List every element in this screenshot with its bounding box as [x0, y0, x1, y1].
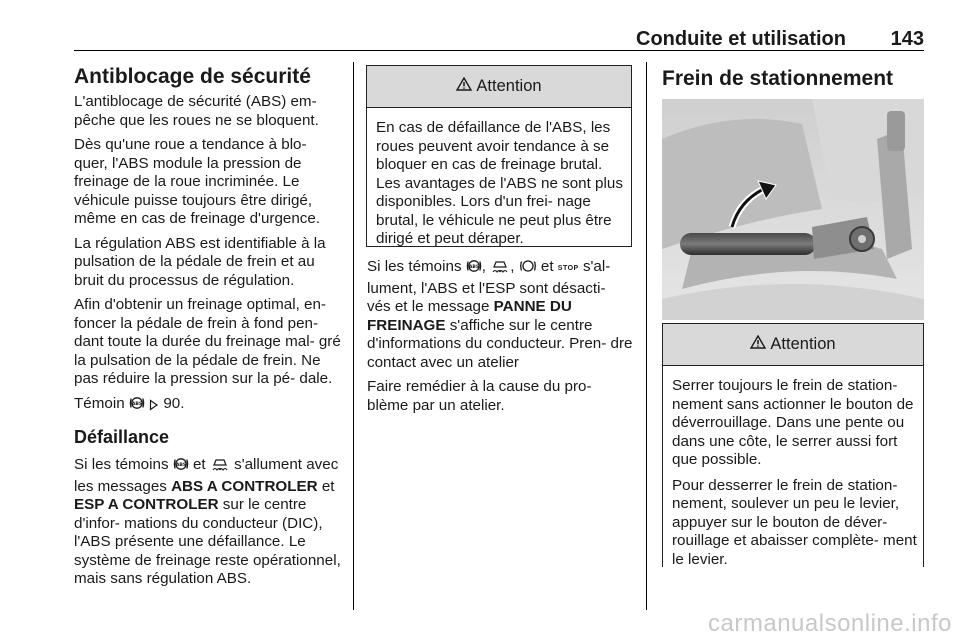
attention-body	[663, 366, 923, 569]
abs-paragraph-1: L'antiblocage de sécurité (ABS) em- pêche que les roues ne se bloquent.	[74, 93, 319, 129]
svg-text:ABS: ABS	[175, 463, 186, 468]
attention-body	[367, 108, 631, 249]
right-column-heading	[662, 66, 924, 95]
attention-header	[663, 324, 923, 366]
esp-traction-icon	[210, 456, 230, 478]
stop-indicator-label: STOP	[557, 265, 579, 272]
abs-paragraph-4: Afin d'obtenir un freinage optimal, en- foncer la pédale de frein à fond pen- dant toute la durée du freinage mal- gré la pulsation de la pédale de frein. Ne pas réduire la pression sur la pé- dale.	[74, 296, 341, 387]
attention-label: Attention	[770, 335, 836, 353]
abs-paragraph-3: La régulation ABS est identifiable à la pulsation de la pédale de frein et au bruit du processus de régulation.	[74, 234, 326, 289]
attention-text-1: Serrer toujours le frein de station- nement sans actionner le bouton de déverrouillage. Dans une pente ou dans une côte, le serrer aussi fort que possible.	[672, 377, 914, 468]
message-abs-a-controler: ABS A CONTROLER	[171, 477, 318, 495]
middle-column	[367, 258, 633, 421]
left-column	[74, 64, 344, 595]
page-reference-arrow-icon	[149, 398, 159, 417]
svg-text:ABS: ABS	[468, 265, 479, 270]
warning-lights-paragraph: Si les témoins ABS , , et STOP s'al- lument, l'ABS et l'ESP sont désacti- vés et le message PANNE DU FREINAGE s'affiche sur le centre d'informations du conducteur. Pren- dre contact avec un atelier	[367, 258, 633, 371]
defaillance-heading: Défaillance	[74, 427, 170, 447]
attention-label: Attention	[476, 77, 542, 95]
abs-warning-icon	[129, 395, 145, 417]
column-divider-left	[353, 62, 354, 610]
page-number: 143	[890, 28, 924, 50]
watermark: carmanualsonline.info	[708, 610, 952, 637]
attention-header	[367, 66, 631, 108]
abs-warning-icon	[466, 258, 482, 280]
attention-box-abs	[366, 65, 632, 247]
header-rule	[74, 50, 924, 51]
brake-warning-icon	[519, 258, 537, 280]
defaillance-paragraph: Si les témoins ABS et s'allument avec les messages ABS A CONTROLER et ESP A CONTROLER sur le centre d'infor- mations du conducteur (DIC), l'ABS présente une défaillance. Le système de freinage reste opérationnel, mais sans régulation ABS.	[74, 456, 341, 587]
parking-brake-heading: Frein de stationnement	[662, 67, 894, 90]
page-header	[74, 22, 924, 48]
temoin-reference: Témoin ABS 90.	[74, 395, 344, 417]
section-title: Conduite et utilisation	[636, 28, 846, 50]
attention-text-2: Pour desserrer le frein de station- nement, soulever un peu le levier, appuyer sur le bouton de déver- rouillage et abaisser complète- ment le levier.	[672, 476, 917, 568]
message-panne-du-freinage: PANNE DU FREINAGE	[367, 298, 572, 334]
warning-triangle-icon	[456, 77, 472, 96]
parking-brake-photo	[662, 99, 924, 320]
attention-text: En cas de défaillance de l'ABS, les roues peuvent avoir tendance à se bloquer en cas de freinage brutal. Les avantages de l'ABS ne sont plus disponibles. Lors d'un frei- nage brutal, le véhicule ne peut plus être dirigé et peut déraper.	[376, 119, 623, 247]
column-divider-right	[646, 62, 647, 610]
abs-heading: Antiblocage de sécurité	[74, 65, 311, 88]
abs-paragraph-2: Dès qu'une roue a tendance à blo- quer, l'ABS module la pression de freinage de la roue incriminée. Le véhicule puisse toujours être dirigé, même en cas de freinage d'urgence.	[74, 136, 321, 227]
abs-warning-icon	[173, 456, 189, 478]
message-esp-a-controler: ESP A CONTROLER	[74, 496, 219, 513]
warning-triangle-icon	[750, 335, 766, 354]
repair-paragraph: Faire remédier à la cause du pro- blème par un atelier.	[367, 378, 592, 414]
attention-box-parking-brake	[662, 323, 924, 567]
svg-text:ABS: ABS	[131, 401, 143, 407]
esp-traction-icon	[490, 258, 510, 280]
